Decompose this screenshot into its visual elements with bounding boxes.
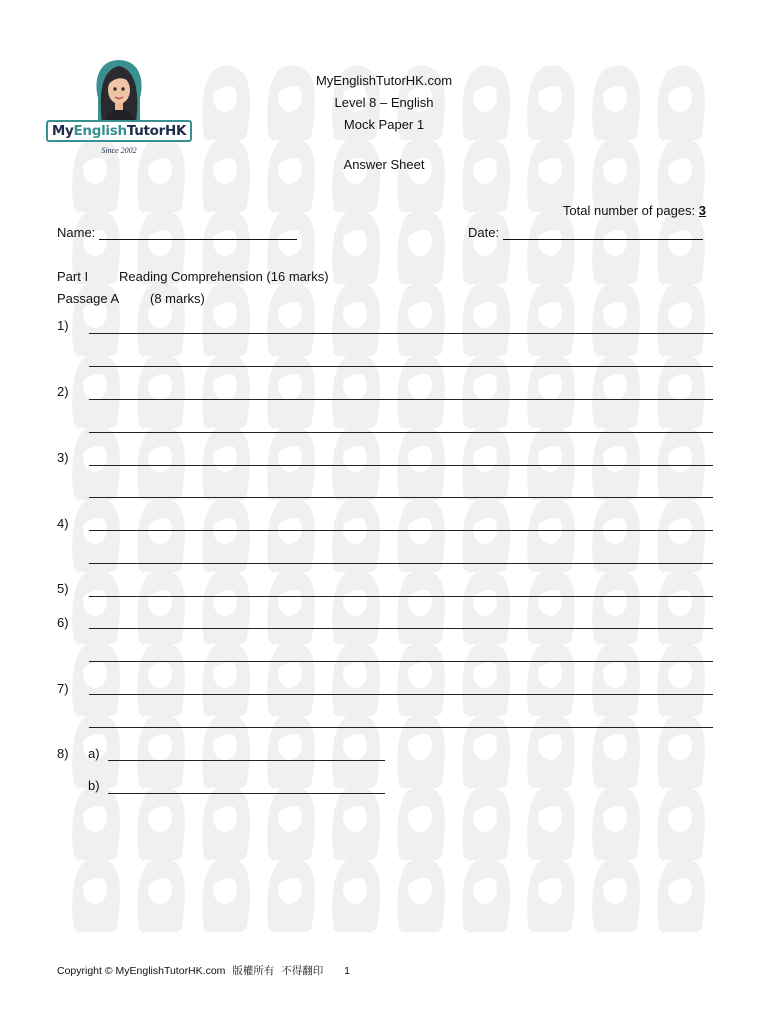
passage-marks: (8 marks) bbox=[150, 291, 205, 306]
watermark-avatar-icon bbox=[397, 713, 445, 788]
answer-line[interactable] bbox=[89, 465, 713, 466]
watermark-avatar-icon bbox=[202, 281, 250, 356]
document-header bbox=[234, 70, 534, 136]
watermark-avatar-icon bbox=[332, 137, 380, 212]
watermark-avatar-icon bbox=[657, 281, 705, 356]
question-number: 2) bbox=[57, 384, 69, 399]
watermark-avatar-icon bbox=[527, 857, 575, 932]
watermark-avatar-icon bbox=[72, 353, 120, 428]
watermark-avatar-icon bbox=[592, 353, 640, 428]
name-blank[interactable] bbox=[99, 225, 297, 240]
passage-heading bbox=[57, 291, 205, 306]
watermark-avatar-icon bbox=[397, 137, 445, 212]
watermark-avatar-icon bbox=[527, 641, 575, 716]
watermark-avatar-icon bbox=[267, 569, 315, 644]
watermark-avatar-icon bbox=[527, 425, 575, 500]
watermark-avatar-icon bbox=[592, 425, 640, 500]
watermark-avatar-icon bbox=[397, 281, 445, 356]
page-footer bbox=[57, 963, 350, 978]
watermark-avatar-icon bbox=[592, 497, 640, 572]
copyright-text: Copyright © MyEnglishTutorHK.com bbox=[57, 965, 226, 977]
answer-line[interactable] bbox=[89, 530, 713, 531]
watermark-avatar-icon bbox=[657, 713, 705, 788]
watermark-avatar-icon bbox=[397, 497, 445, 572]
watermark-avatar-icon bbox=[592, 137, 640, 212]
watermark-avatar-icon bbox=[462, 785, 510, 860]
watermark-avatar-icon bbox=[527, 713, 575, 788]
watermark-avatar-icon bbox=[657, 353, 705, 428]
watermark-avatar-icon bbox=[592, 785, 640, 860]
watermark-avatar-icon bbox=[137, 785, 185, 860]
watermark-avatar-icon bbox=[267, 641, 315, 716]
answer-line[interactable] bbox=[89, 366, 713, 367]
company-logo bbox=[46, 58, 194, 162]
logo-wordmark: MyEnglishTutorHK bbox=[46, 120, 192, 142]
watermark-avatar-icon bbox=[657, 497, 705, 572]
rights-text: 版權所有 bbox=[232, 965, 275, 977]
answer-line[interactable] bbox=[89, 432, 713, 433]
watermark-avatar-icon bbox=[527, 785, 575, 860]
date-field bbox=[468, 225, 703, 240]
watermark-avatar-icon bbox=[332, 857, 380, 932]
watermark-avatar-icon bbox=[462, 713, 510, 788]
watermark-avatar-icon bbox=[592, 713, 640, 788]
total-pages-value: 3 bbox=[698, 203, 706, 218]
tutor-avatar-icon bbox=[90, 58, 148, 124]
watermark-avatar-icon bbox=[332, 497, 380, 572]
answer-line-short[interactable] bbox=[108, 760, 385, 761]
question-number: 1) bbox=[57, 318, 69, 333]
watermark-avatar-icon bbox=[137, 353, 185, 428]
watermark-avatar-icon bbox=[527, 137, 575, 212]
paper-title: Mock Paper 1 bbox=[343, 117, 425, 132]
answer-line-short[interactable] bbox=[108, 793, 385, 794]
watermark-avatar-icon bbox=[657, 641, 705, 716]
watermark-avatar-icon bbox=[592, 65, 640, 140]
site-name: MyEnglishTutorHK.com bbox=[315, 73, 453, 88]
watermark-avatar-icon bbox=[267, 137, 315, 212]
answer-line[interactable] bbox=[89, 497, 713, 498]
watermark-avatar-icon bbox=[657, 785, 705, 860]
date-blank[interactable] bbox=[503, 225, 703, 240]
watermark-avatar-icon bbox=[592, 281, 640, 356]
watermark-avatar-icon bbox=[72, 425, 120, 500]
watermark-avatar-icon bbox=[527, 209, 575, 284]
answer-line[interactable] bbox=[89, 596, 713, 597]
logo-since-text: Since 2002 bbox=[101, 146, 137, 155]
answer-line[interactable] bbox=[89, 399, 713, 400]
question-number: 6) bbox=[57, 615, 69, 630]
watermark-avatar-icon bbox=[332, 641, 380, 716]
page-number: 1 bbox=[344, 965, 351, 977]
watermark-avatar-icon bbox=[202, 857, 250, 932]
total-pages bbox=[563, 203, 706, 218]
subquestion-label: b) bbox=[88, 778, 100, 793]
watermark-avatar-icon bbox=[527, 281, 575, 356]
watermark-avatar-icon bbox=[267, 353, 315, 428]
answer-line[interactable] bbox=[89, 661, 713, 662]
watermark-avatar-icon bbox=[592, 569, 640, 644]
watermark-avatar-icon bbox=[332, 281, 380, 356]
watermark-avatar-icon bbox=[527, 65, 575, 140]
question-number: 8) bbox=[57, 746, 69, 761]
question-number: 5) bbox=[57, 581, 69, 596]
watermark-avatar-icon bbox=[72, 785, 120, 860]
watermark-avatar-icon bbox=[72, 497, 120, 572]
watermark-avatar-icon bbox=[202, 641, 250, 716]
watermark-avatar-icon bbox=[332, 713, 380, 788]
watermark-avatar-icon bbox=[397, 569, 445, 644]
watermark-avatar-icon bbox=[397, 425, 445, 500]
name-label: Name: bbox=[57, 225, 96, 240]
watermark-avatar-icon bbox=[462, 137, 510, 212]
level-title: Level 8 – English bbox=[334, 95, 434, 110]
watermark-avatar-icon bbox=[137, 425, 185, 500]
watermark-avatar-icon bbox=[592, 857, 640, 932]
watermark-avatar-icon bbox=[202, 713, 250, 788]
answer-line[interactable] bbox=[89, 563, 713, 564]
question-number: 7) bbox=[57, 681, 69, 696]
subquestion-label: a) bbox=[88, 746, 100, 761]
answer-line[interactable] bbox=[89, 694, 713, 695]
watermark-avatar-icon bbox=[332, 785, 380, 860]
watermark-avatar-icon bbox=[592, 209, 640, 284]
watermark-avatar-icon bbox=[527, 497, 575, 572]
watermark-avatar-icon bbox=[462, 641, 510, 716]
watermark-avatar-icon bbox=[462, 857, 510, 932]
watermark-avatar-icon bbox=[267, 281, 315, 356]
part-title: Reading Comprehension (16 marks) bbox=[119, 269, 329, 284]
watermark-avatar-icon bbox=[202, 569, 250, 644]
watermark-avatar-icon bbox=[202, 785, 250, 860]
watermark-avatar-icon bbox=[462, 353, 510, 428]
watermark-avatar-icon bbox=[202, 497, 250, 572]
watermark-avatar-icon bbox=[332, 353, 380, 428]
watermark-avatar-icon bbox=[332, 425, 380, 500]
passage-label: Passage A bbox=[57, 291, 120, 306]
name-field bbox=[57, 225, 297, 240]
question-number: 3) bbox=[57, 450, 69, 465]
watermark-avatar-icon bbox=[397, 353, 445, 428]
watermark-avatar-icon bbox=[462, 497, 510, 572]
answer-line[interactable] bbox=[89, 727, 713, 728]
watermark-avatar-icon bbox=[267, 497, 315, 572]
watermark-avatar-icon bbox=[137, 641, 185, 716]
watermark-avatar-icon bbox=[202, 353, 250, 428]
answer-line[interactable] bbox=[89, 333, 713, 334]
answer-line[interactable] bbox=[89, 628, 713, 629]
watermark-avatar-icon bbox=[267, 785, 315, 860]
watermark-avatar-icon bbox=[72, 641, 120, 716]
part-heading bbox=[57, 269, 329, 284]
watermark-avatar-icon bbox=[267, 425, 315, 500]
watermark-avatar-icon bbox=[462, 209, 510, 284]
date-label: Date: bbox=[468, 225, 500, 240]
watermark-avatar-icon bbox=[332, 209, 380, 284]
watermark-avatar-icon bbox=[657, 65, 705, 140]
watermark-avatar-icon bbox=[202, 425, 250, 500]
watermark-avatar-icon bbox=[72, 569, 120, 644]
watermark-avatar-icon bbox=[267, 713, 315, 788]
watermark-avatar-icon bbox=[397, 857, 445, 932]
watermark-avatar-icon bbox=[462, 569, 510, 644]
watermark-avatar-icon bbox=[137, 857, 185, 932]
watermark-avatar-icon bbox=[72, 857, 120, 932]
watermark-avatar-icon bbox=[527, 569, 575, 644]
watermark-avatar-icon bbox=[267, 857, 315, 932]
watermark-avatar-icon bbox=[462, 425, 510, 500]
total-pages-label: Total number of pages: bbox=[562, 203, 696, 218]
watermark-avatar-icon bbox=[202, 137, 250, 212]
watermark-avatar-icon bbox=[137, 713, 185, 788]
watermark-avatar-icon bbox=[657, 137, 705, 212]
sheet-title: Answer Sheet bbox=[343, 157, 425, 172]
watermark-avatar-icon bbox=[397, 785, 445, 860]
watermark-avatar-icon bbox=[527, 353, 575, 428]
watermark-avatar-icon bbox=[657, 425, 705, 500]
watermark-avatar-icon bbox=[397, 209, 445, 284]
watermark-avatar-icon bbox=[657, 857, 705, 932]
watermark-avatar-icon bbox=[137, 569, 185, 644]
watermark-avatar-icon bbox=[332, 569, 380, 644]
no-reprint-text: 不得翻印 bbox=[281, 965, 324, 977]
watermark-avatar-icon bbox=[462, 281, 510, 356]
watermark-avatar-icon bbox=[657, 569, 705, 644]
watermark-avatar-icon bbox=[137, 497, 185, 572]
part-label: Part I bbox=[57, 269, 89, 284]
watermark-avatar-icon bbox=[592, 641, 640, 716]
watermark-avatar-icon bbox=[657, 209, 705, 284]
watermark-avatar-icon bbox=[397, 641, 445, 716]
question-number: 4) bbox=[57, 516, 69, 531]
